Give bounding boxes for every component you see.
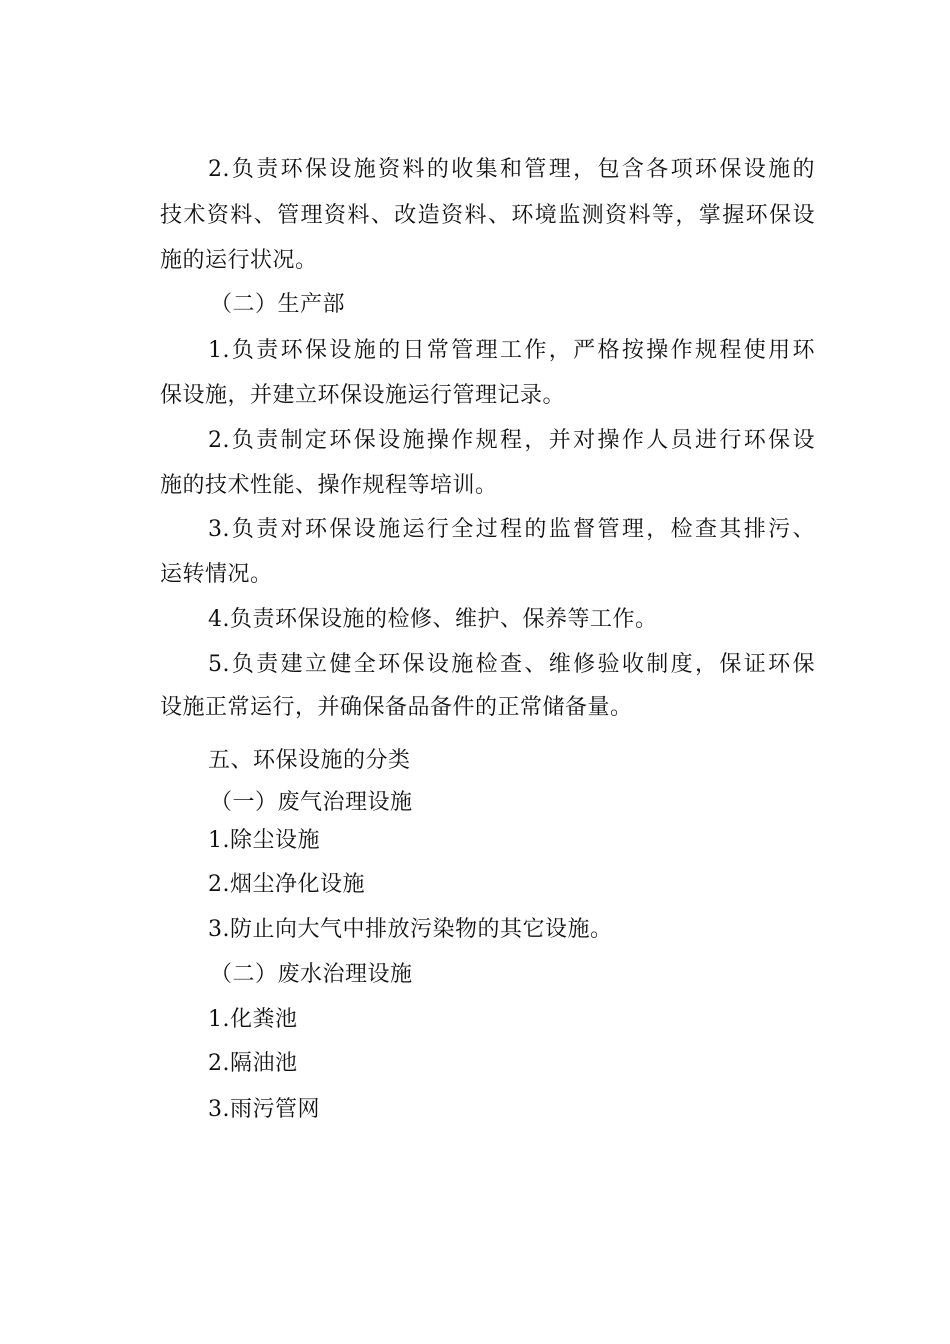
paragraph-line: 运转情况。 (160, 562, 273, 587)
paragraph-line: 设施正常运行，并确保备品备件的正常储备量。 (160, 695, 633, 720)
paragraph-line: 1.负责环保设施的日常管理工作，严格按操作规程使用环 (208, 338, 815, 363)
section-heading: （二）生产部 (210, 292, 346, 317)
list-item: 3.防止向大气中排放污染物的其它设施。 (208, 917, 613, 942)
paragraph-line: 4.负责环保设施的检修、维护、保养等工作。 (208, 607, 658, 632)
list-item: 1.除尘设施 (208, 828, 320, 853)
list-item: 2.烟尘净化设施 (208, 872, 365, 897)
paragraph-line: 保设施，并建立环保设施运行管理记录。 (160, 383, 566, 408)
paragraph-line: 施的运行状况。 (160, 248, 318, 273)
list-item: 2.隔油池 (208, 1051, 298, 1076)
category-heading: （二）废水治理设施 (210, 962, 413, 987)
chapter-heading: 五、环保设施的分类 (208, 748, 411, 773)
paragraph-line: 技术资料、管理资料、改造资料、环境监测资料等，掌握环保设 (160, 203, 815, 228)
list-item: 1.化粪池 (208, 1007, 298, 1032)
paragraph-line: 2.负责制定环保设施操作规程，并对操作人员进行环保设 (208, 428, 815, 453)
category-heading: （一）废气治理设施 (210, 790, 413, 815)
paragraph-line: 3.负责对环保设施运行全过程的监督管理，检查其排污、 (208, 517, 815, 542)
list-item: 3.雨污管网 (208, 1097, 320, 1122)
paragraph-line: 5.负责建立健全环保设施检查、维修验收制度，保证环保 (208, 652, 815, 677)
paragraph-line: 2.负责环保设施资料的收集和管理，包含各项环保设施的 (208, 157, 815, 182)
paragraph-line: 施的技术性能、操作规程等培训。 (160, 473, 498, 498)
